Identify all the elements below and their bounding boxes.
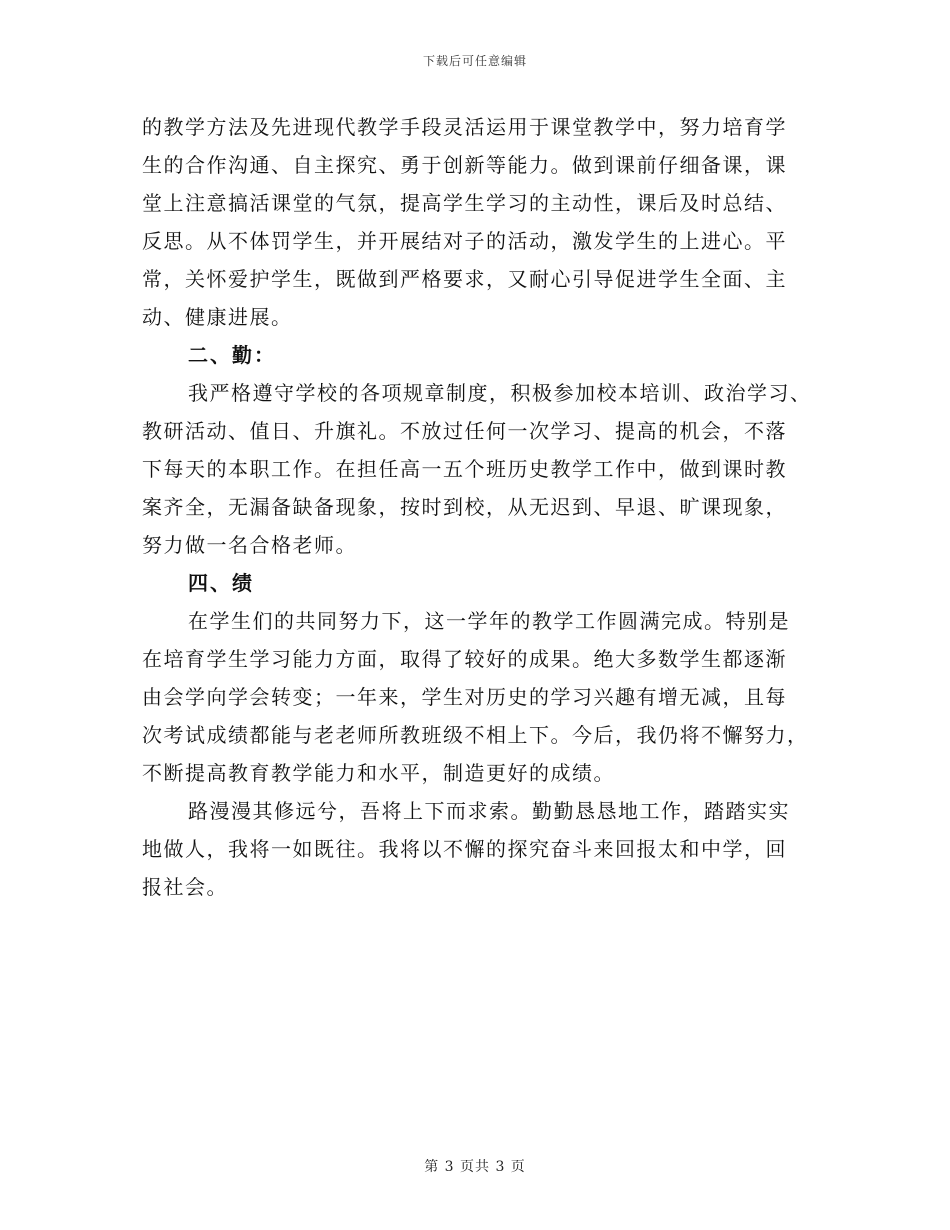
text-line: 的教学方法及先进现代教学手段灵活运用于课堂教学中，努力培育学 [142, 115, 787, 139]
text-line: 教研活动、值日、升旗礼。不放过任何一次学习、提高的机会，不落 [142, 419, 787, 443]
text-line: 在培育学生学习能力方面，取得了较好的成果。绝大多数学生都逐渐 [142, 647, 787, 671]
text-line: 在学生们的共同努力下，这一学年的教学工作圆满完成。特别是 [188, 609, 790, 633]
section-heading-achievements: 四、绩 [188, 571, 254, 595]
text-line: 由会学向学会转变；一年来，学生对历史的学习兴趣有增无减，且每 [142, 685, 787, 709]
text-line: 反思。从不体罚学生，并开展结对子的活动，激发学生的上进心。平 [142, 229, 787, 253]
document-body [142, 108, 812, 906]
paragraph-teaching-methods [142, 108, 812, 336]
page-number: 第 3 页共 3 页 [424, 1159, 526, 1175]
paragraph-diligence [142, 374, 812, 564]
paragraph-achievements [142, 602, 812, 792]
text-line: 动、健康进展。 [142, 305, 293, 329]
text-line: 地做人，我将一如既往。我将以不懈的探究奋斗来回报太和中学，回 [142, 837, 787, 861]
text-line: 报社会。 [142, 875, 228, 899]
text-line: 不断提高教育教学能力和水平，制造更好的成绩。 [142, 761, 615, 785]
text-line: 生的合作沟通、自主探究、勇于创新等能力。做到课前仔细备课，课 [142, 153, 787, 177]
text-line: 努力做一名合格老师。 [142, 533, 357, 557]
page-header: 下载后可任意编辑 [422, 54, 527, 68]
text-line: 堂上注意搞活课堂的气氛，提高学生学习的主动性，课后及时总结、 [142, 191, 787, 215]
section-heading-diligence: 二、勤： [188, 343, 276, 367]
text-line: 下每天的本职工作。在担任高一五个班历史教学工作中，做到课时教 [142, 457, 787, 481]
text-line: 常，关怀爱护学生，既做到严格要求，又耐心引导促进学生全面、主 [142, 267, 787, 291]
text-line: 次考试成绩都能与老老师所教班级不相上下。今后，我仍将不懈努力， [142, 723, 809, 747]
paragraph-closing [142, 792, 812, 906]
text-line: 路漫漫其修远兮，吾将上下而求索。勤勤恳恳地工作，踏踏实实 [188, 799, 790, 823]
text-line: 我严格遵守学校的各项规章制度，积极参加校本培训、政治学习、 [188, 381, 812, 405]
text-line: 案齐全，无漏备缺备现象，按时到校，从无迟到、早退、旷课现象， [142, 495, 787, 519]
